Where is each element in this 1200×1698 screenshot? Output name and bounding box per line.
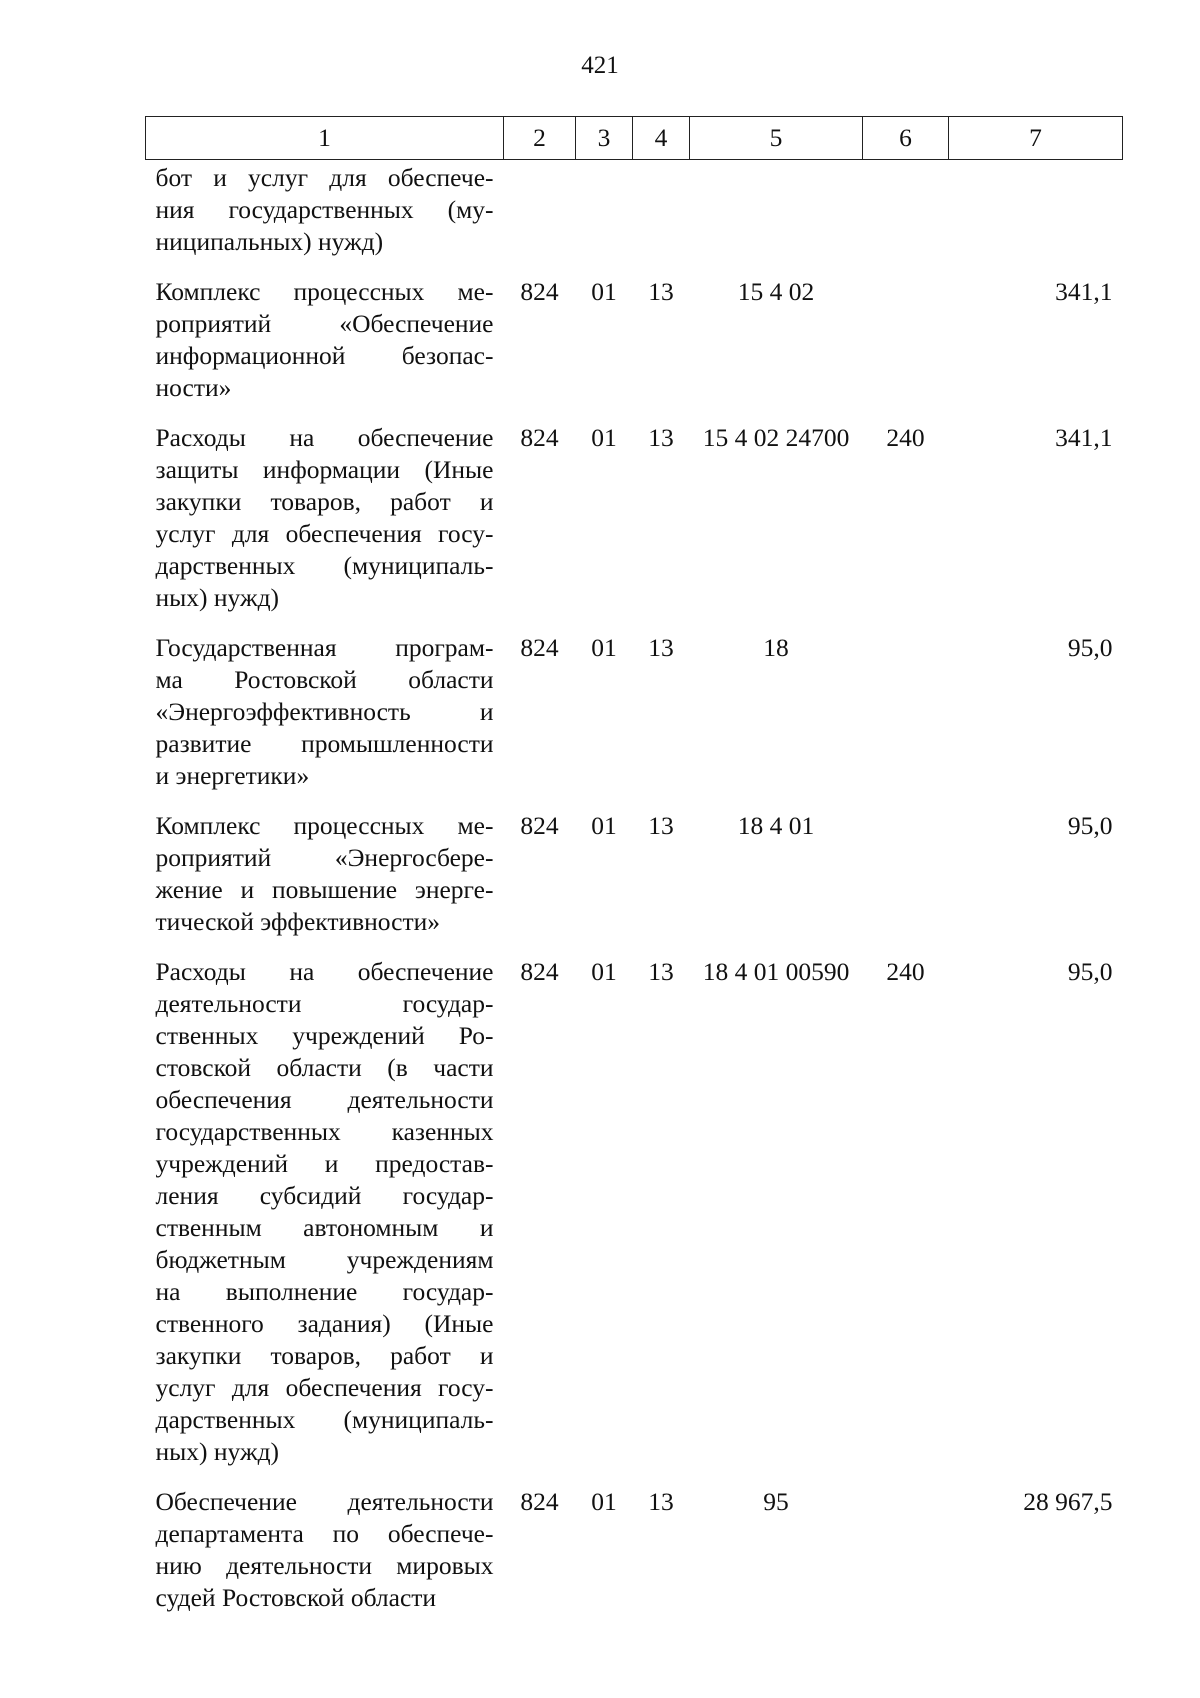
row-pr-cell: 13 [648, 277, 674, 306]
row-name-line: деятельности государ- [155, 989, 494, 1018]
row-csr-cell: 15 4 02 [737, 277, 815, 306]
row-name-cell [146, 810, 504, 938]
row-rz-cell: 01 [591, 633, 617, 662]
row-gr-cell: 824 [520, 1487, 559, 1516]
row-spacer [146, 792, 1123, 810]
row-name-line: развитие промышленности [155, 729, 494, 758]
row-vr-cell [863, 276, 949, 404]
row-name-cell [146, 632, 504, 792]
row-spacer-cell [146, 792, 1123, 810]
row-amount-cell: 341,1 [1055, 423, 1113, 452]
row-name-line: закупки товаров, работ и [155, 487, 494, 516]
column-header-3: 3 [576, 117, 633, 160]
row-vr-cell: 240 [886, 423, 925, 452]
row-name-line: услуг для обеспечения госу- [155, 1373, 494, 1402]
row-name-line: стовской области (в части [155, 1053, 494, 1082]
table-body [146, 160, 1123, 1615]
row-name-line: Расходы на обеспечение [155, 423, 494, 452]
column-header-6: 6 [863, 117, 949, 160]
row-pr-cell: 13 [648, 1487, 674, 1516]
row-spacer-cell [146, 938, 1123, 956]
row-vr-cell: 240 [886, 957, 925, 986]
budget-table [145, 116, 1123, 1614]
row-name-line: жение и повышение энерге- [155, 875, 494, 904]
column-header-5: 5 [690, 117, 863, 160]
row-vr-cell [863, 810, 949, 938]
row-rz-cell: 01 [591, 1487, 617, 1516]
row-name-line: тической эффективности» [155, 907, 441, 936]
row-rz-cell [576, 160, 633, 259]
row-spacer [146, 938, 1123, 956]
row-amount-cell: 341,1 [1055, 277, 1113, 306]
row-name-cell [146, 422, 504, 614]
row-csr-cell: 15 4 02 24700 [702, 423, 850, 452]
row-pr-cell: 13 [648, 811, 674, 840]
row-name-line: на выполнение государ- [155, 1277, 494, 1306]
page-number: 421 [581, 52, 619, 79]
row-name-line: ния государственных (му- [155, 195, 494, 224]
row-name-line: ности» [155, 373, 232, 402]
row-name-line: «Энергоэффективность и [155, 697, 494, 726]
row-amount-cell: 95,0 [1067, 633, 1113, 662]
table-row [146, 1486, 1123, 1614]
row-name-line: ления субсидий государ- [155, 1181, 494, 1210]
column-header-7: 7 [949, 117, 1123, 160]
row-pr-cell: 13 [648, 633, 674, 662]
header-row [146, 117, 1123, 160]
row-name-cell [146, 956, 504, 1468]
row-name-line: ственным автономным и [155, 1213, 494, 1242]
row-name-line: и энергетики» [155, 761, 310, 790]
row-csr-cell [690, 160, 863, 259]
row-name-line: роприятий «Обеспечение [155, 309, 494, 338]
table-row [146, 810, 1123, 938]
row-spacer-cell [146, 1468, 1123, 1486]
row-rz-cell: 01 [591, 423, 617, 452]
row-name-line: Расходы на обеспечение [155, 957, 494, 986]
row-gr-cell: 824 [520, 811, 559, 840]
row-name-line: роприятий «Энергосбере- [155, 843, 494, 872]
row-name-line: ных) нужд) [155, 583, 280, 612]
table-row [146, 160, 1123, 259]
row-name-line: государственных казенных [155, 1117, 494, 1146]
row-spacer-cell [146, 404, 1123, 422]
row-name-cell [146, 276, 504, 404]
row-pr-cell [633, 160, 690, 259]
row-name-cell [146, 1486, 504, 1614]
row-name-line: бот и услуг для обеспече- [155, 163, 494, 192]
row-name-line: услуг для обеспечения госу- [155, 519, 494, 548]
row-csr-cell: 18 4 01 00590 [702, 957, 850, 986]
row-name-line: Комплекс процессных ме- [155, 811, 494, 840]
row-csr-cell: 95 [763, 1487, 789, 1516]
row-spacer [146, 258, 1123, 276]
row-name-line: ных) нужд) [155, 1437, 280, 1466]
row-rz-cell: 01 [591, 811, 617, 840]
row-gr-cell: 824 [520, 423, 559, 452]
row-spacer [146, 1468, 1123, 1486]
column-header-1: 1 [146, 117, 504, 160]
row-vr-cell [863, 632, 949, 792]
row-spacer [146, 404, 1123, 422]
row-amount-cell: 28 967,5 [1023, 1487, 1113, 1516]
row-name-line: Обеспечение деятельности [155, 1487, 494, 1516]
table-header [146, 117, 1123, 160]
table-row [146, 422, 1123, 614]
row-spacer-cell [146, 614, 1123, 632]
row-pr-cell: 13 [648, 423, 674, 452]
row-gr-cell [504, 160, 576, 259]
row-amount-cell [949, 160, 1123, 259]
row-name-line: нию деятельности мировых [155, 1551, 494, 1580]
row-amount-cell: 95,0 [1067, 811, 1113, 840]
row-name-line: судей Ростовской области [155, 1583, 437, 1612]
row-csr-cell: 18 [763, 633, 789, 662]
row-name-line: ниципальных) нужд) [155, 227, 384, 256]
row-name-line: закупки товаров, работ и [155, 1341, 494, 1370]
row-rz-cell: 01 [591, 277, 617, 306]
row-csr-cell: 18 4 01 [737, 811, 815, 840]
column-header-2: 2 [504, 117, 576, 160]
row-name-line: дарственных (муниципаль- [155, 551, 494, 580]
row-spacer-cell [146, 258, 1123, 276]
row-spacer [146, 614, 1123, 632]
row-name-line: ственных учреждений Ро- [155, 1021, 494, 1050]
table-row [146, 632, 1123, 792]
row-name-line: дарственных (муниципаль- [155, 1405, 494, 1434]
row-pr-cell: 13 [648, 957, 674, 986]
row-rz-cell: 01 [591, 957, 617, 986]
row-name-line: учреждений и предостав- [155, 1149, 494, 1178]
row-name-line: бюджетным учреждениям [155, 1245, 494, 1274]
row-name-line: Комплекс процессных ме- [155, 277, 494, 306]
row-gr-cell: 824 [520, 277, 559, 306]
row-name-line: департамента по обеспече- [155, 1519, 494, 1548]
row-name-line: ственного задания) (Иные [155, 1309, 494, 1338]
row-vr-cell [863, 160, 949, 259]
row-name-line: ма Ростовской области [155, 665, 494, 694]
table-row [146, 956, 1123, 1468]
row-gr-cell: 824 [520, 633, 559, 662]
row-name-line: информационной безопас- [155, 341, 494, 370]
row-amount-cell: 95,0 [1067, 957, 1113, 986]
row-gr-cell: 824 [520, 957, 559, 986]
row-name-line: Государственная програм- [155, 633, 494, 662]
row-name-line: защиты информации (Иные [155, 455, 494, 484]
column-header-4: 4 [633, 117, 690, 160]
table-row [146, 276, 1123, 404]
row-name-line: обеспечения деятельности [155, 1085, 494, 1114]
row-vr-cell [863, 1486, 949, 1614]
row-name-cell [146, 160, 504, 259]
